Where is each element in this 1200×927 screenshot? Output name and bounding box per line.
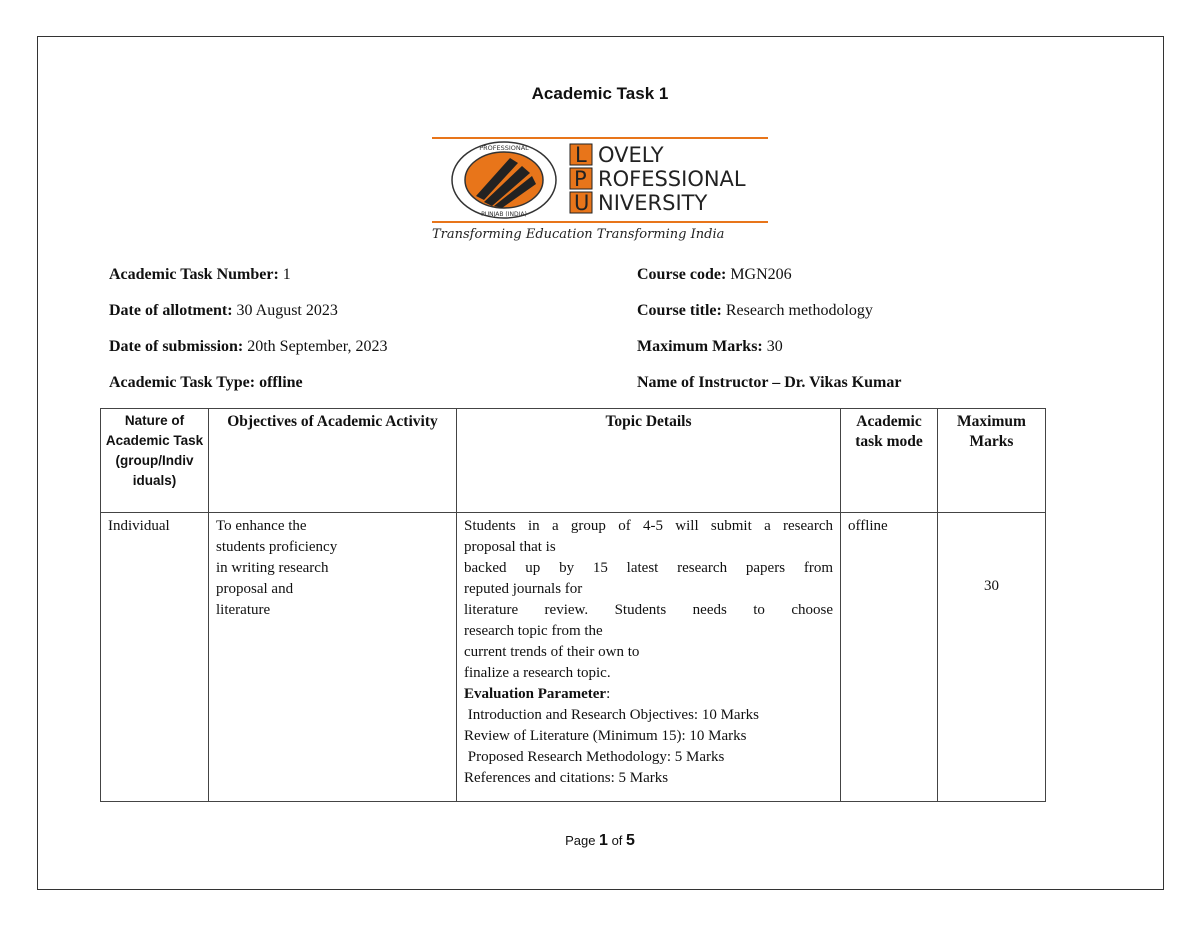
meta-date-submission: Date of submission: 20th September, 2023 (109, 338, 388, 355)
logo-letter-l: L (575, 143, 587, 167)
seal-icon (452, 142, 556, 218)
meta-task-number: Academic Task Number: 1 (109, 266, 291, 283)
meta-task-type: Academic Task Type: offline (109, 374, 303, 391)
logo-word-1: OVELY (598, 143, 664, 167)
svg-text:PUNJAB (INDIA): PUNJAB (INDIA) (481, 211, 527, 218)
logo-word-3: NIVERSITY (598, 191, 708, 215)
meta-course-code: Course code: MGN206 (637, 266, 792, 283)
logo-letter-p: P (574, 167, 587, 191)
cell-objectives: To enhance the students proficiency in writing research proposal and literature (209, 513, 457, 802)
header-max-marks: Maximum Marks (938, 409, 1046, 513)
meta-date-allotment: Date of allotment: 30 August 2023 (109, 302, 338, 319)
header-topic-details: Topic Details (457, 409, 841, 513)
document-title: Academic Task 1 (531, 84, 669, 103)
table-header-row (101, 409, 1046, 513)
svg-text:PROFESSIONAL: PROFESSIONAL (479, 144, 529, 152)
header-nature: Nature of Academic Task (group/Indiv iduals) (101, 409, 209, 513)
header-task-mode: Academic task mode (841, 409, 938, 513)
logo-tagline: Transforming Education Transforming India (432, 227, 725, 242)
logo-word-2: ROFESSIONAL (598, 167, 746, 191)
page-footer: Page 1 of 5 (565, 832, 635, 849)
task-table (100, 408, 1046, 802)
meta-instructor: Name of Instructor – Dr. Vikas Kumar (637, 374, 902, 391)
logo-letter-u: U (574, 191, 590, 215)
meta-course-title: Course title: Research methodology (637, 302, 873, 319)
cell-task-mode: offline (841, 513, 938, 802)
lpu-logo (432, 136, 772, 244)
cell-topic-details: Students in a group of 4-5 will submit a research proposal that is backed up by 15 latest research papers from reputed journals for literature review. Students needs to choose research topic from the current trends of their own to finalize a research topic. Evaluation Parameter: Introduction and Research Objectives: 10 Marks Review of Literature (Minimum 15): 10 Marks Proposed Research Methodology: 5 Marks References and citations: 5 Marks (457, 513, 841, 802)
cell-max-marks: 30 (938, 513, 1046, 802)
table-row (101, 513, 1046, 802)
meta-max-marks: Maximum Marks: 30 (637, 338, 783, 355)
evaluation-heading: Evaluation Parameter: (464, 686, 611, 702)
cell-nature: Individual (101, 513, 209, 802)
header-objectives: Objectives of Academic Activity (209, 409, 457, 513)
